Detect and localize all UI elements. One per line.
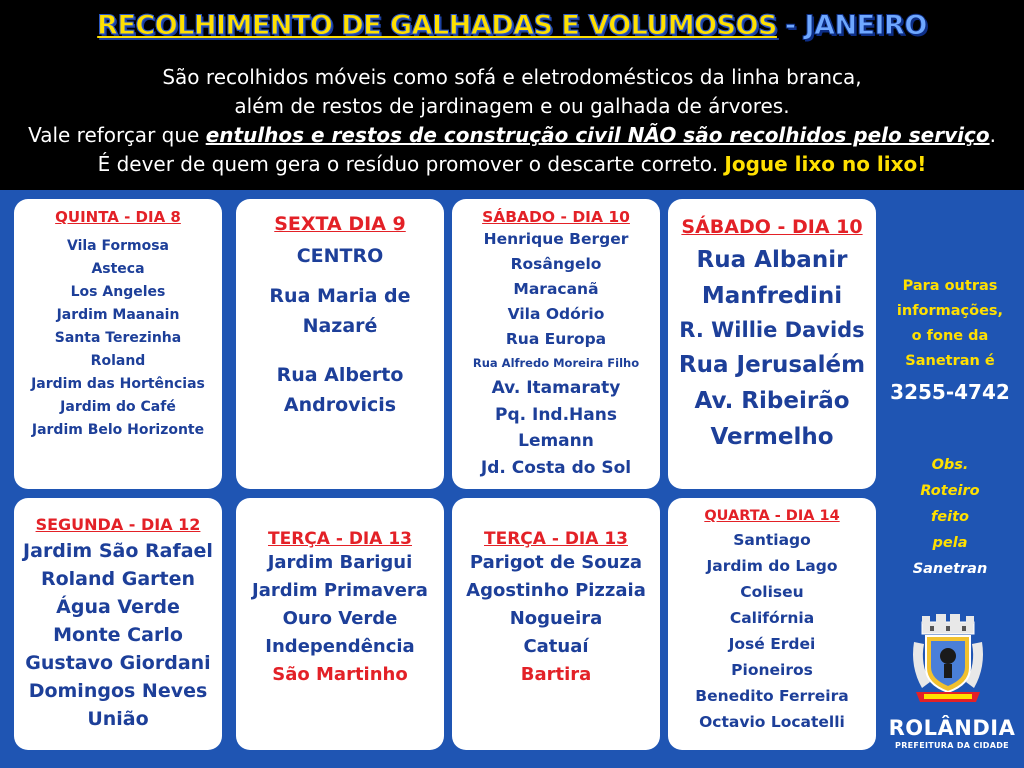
- title-month: - JANEIRO: [784, 10, 927, 41]
- list-item: São Martinho: [272, 664, 408, 685]
- card-heading: SÁBADO - DIA 10: [482, 208, 630, 226]
- schedule-card-terca-1: [236, 498, 444, 750]
- card-heading: SEGUNDA - DIA 12: [35, 515, 201, 534]
- list-item: Rua Jerusalém: [678, 352, 866, 378]
- list-item: Maracanã: [513, 280, 599, 298]
- intro-line-1: São recolhidos móveis como sofá e eletrodomésticos da linha branca,: [162, 65, 862, 89]
- list-item: Jardim Barigui: [267, 552, 413, 573]
- list-item: Los Angeles: [70, 284, 166, 300]
- list-item: Av. Ribeirão: [694, 388, 850, 414]
- obs-line: Roteiro: [920, 483, 980, 499]
- list-item: Octavio Locatelli: [699, 713, 845, 731]
- schedule-card-sabado-1: [452, 199, 660, 489]
- obs-line: Obs.: [931, 457, 969, 473]
- list-item: Lemann: [518, 431, 594, 451]
- list-item: Jardim São Rafael: [23, 540, 213, 562]
- intro-highlight: Jogue lixo no lixo!: [724, 152, 927, 176]
- list-item: Rua Maria de: [269, 285, 411, 307]
- list-item: Vila Odório: [507, 305, 605, 323]
- list-item: Pioneiros: [731, 661, 813, 679]
- page-title: [0, 10, 1024, 41]
- list-item: José Erdei: [728, 635, 816, 653]
- city-brand-name: ROLÂNDIA: [888, 716, 1016, 740]
- obs-line: pela: [932, 535, 968, 551]
- list-item: Jd. Costa do Sol: [480, 458, 632, 478]
- info-line: o fone da: [911, 328, 989, 344]
- intro-line-3-pre: Vale reforçar que: [28, 123, 206, 147]
- intro-text: [0, 63, 1024, 179]
- info-line: Para outras: [902, 278, 998, 294]
- list-item: R. Willie Davids: [679, 318, 865, 342]
- city-brand-subtitle: PREFEITURA DA CIDADE: [895, 741, 1009, 750]
- card-heading: TERÇA - DIA 13: [484, 529, 628, 549]
- schedule-card-segunda: [14, 498, 222, 750]
- list-item: Nazaré: [302, 315, 378, 337]
- list-item: Androvicis: [283, 394, 397, 416]
- card-heading: TERÇA - DIA 13: [268, 529, 412, 549]
- card-heading: SÁBADO - DIA 10: [681, 216, 863, 238]
- list-item: Rua Alfredo Moreira Filho: [472, 356, 640, 370]
- city-coat-of-arms-icon: [908, 612, 988, 704]
- list-item: Henrique Berger: [483, 230, 629, 248]
- card-heading: SEXTA DIA 9: [274, 213, 406, 235]
- list-item: Jardim do Café: [60, 399, 176, 415]
- list-item: Jardim Maanain: [56, 307, 180, 323]
- list-item: União: [87, 708, 149, 730]
- list-item: Vila Formosa: [66, 238, 169, 254]
- schedule-card-quinta: [14, 199, 222, 489]
- list-item: Rua Europa: [505, 330, 607, 348]
- list-item: Catuaí: [523, 636, 589, 657]
- phone-number: 3255-4742: [890, 380, 1010, 404]
- list-item: Nogueira: [509, 608, 603, 629]
- intro-line-4-pre: É dever de quem gera o resíduo promover o descarte correto.: [97, 152, 725, 176]
- card-heading: QUINTA - DIA 8: [55, 208, 181, 226]
- list-item: Agostinho Pizzaia: [466, 580, 646, 601]
- intro-line-2: além de restos de jardinagem e ou galhada de árvores.: [234, 94, 790, 118]
- list-item: Coliseu: [740, 583, 804, 601]
- list-item: Asteca: [91, 261, 145, 277]
- list-item: Ouro Verde: [282, 608, 398, 629]
- intro-line-3: [0, 121, 1024, 150]
- list-item: Rosângelo: [510, 255, 602, 273]
- list-item: Roland: [90, 353, 146, 369]
- list-item: Santa Terezinha: [54, 330, 182, 346]
- list-item: Rua Alberto: [276, 364, 404, 386]
- info-line: Sanetran é: [905, 353, 995, 369]
- card-heading: QUARTA - DIA 14: [704, 508, 840, 524]
- list-item: Monte Carlo: [53, 624, 183, 646]
- list-item: Benedito Ferreira: [695, 687, 849, 705]
- list-item: Independência: [265, 636, 415, 657]
- list-item: Roland Garten: [40, 568, 196, 590]
- list-item: Água Verde: [56, 596, 180, 618]
- list-item: Jardim Primavera: [252, 580, 428, 601]
- list-item: Santiago: [733, 531, 811, 549]
- header-banner: [0, 0, 1024, 190]
- list-item: Jardim Belo Horizonte: [31, 422, 205, 438]
- contact-info: [880, 274, 1020, 374]
- list-item: Av. Itamaraty: [491, 378, 621, 398]
- intro-line-4: [0, 150, 1024, 179]
- list-item: CENTRO: [296, 245, 384, 267]
- schedule-card-quarta: [668, 498, 876, 750]
- list-item: Pq. Ind.Hans: [495, 405, 617, 425]
- list-item: Jardim das Hortências: [31, 376, 205, 392]
- title-main: RECOLHIMENTO DE GALHADAS E VOLUMOSOS: [97, 10, 777, 41]
- list-item: Domingos Neves: [28, 680, 208, 702]
- obs-line: feito: [930, 509, 969, 525]
- schedule-card-terca-2: [452, 498, 660, 750]
- list-item: Manfredini: [701, 283, 843, 309]
- list-item: Vermelho: [710, 424, 834, 450]
- list-item: Rua Albanir: [696, 247, 848, 273]
- list-item: Gustavo Giordani: [25, 652, 211, 674]
- schedule-card-sexta: [236, 199, 444, 489]
- obs-line: Sanetran: [912, 561, 988, 577]
- schedule-card-sabado-2: [668, 199, 876, 489]
- observation-note: [880, 452, 1020, 582]
- list-item: Parigot de Souza: [469, 552, 643, 573]
- intro-line-3-post: .: [989, 123, 996, 147]
- list-item: Califórnia: [729, 609, 815, 627]
- intro-line-3-emphasis: entulhos e restos de construção civil NÃO são recolhidos pelo serviço: [205, 123, 990, 147]
- info-line: informações,: [896, 303, 1004, 319]
- list-item: Jardim do Lago: [706, 557, 838, 575]
- list-item: Bartira: [520, 664, 592, 685]
